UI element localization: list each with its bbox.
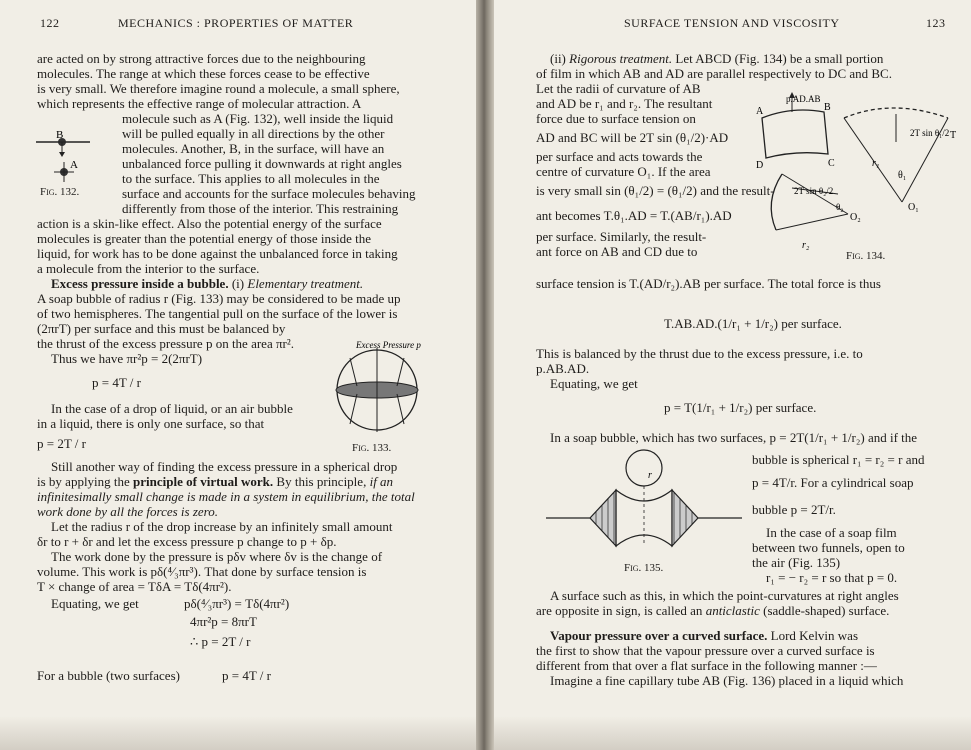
fig134-label: r₂ [802, 240, 810, 251]
left-paragraph-4 [37, 459, 435, 594]
text-line: molecules is greater than the potential energy of those inside the [37, 231, 372, 246]
fig134-label: p.AD.AB [786, 94, 821, 104]
fig133-diagram [322, 334, 436, 438]
text-line: molecule such as A (Fig. 132), well inside the liquid [122, 111, 394, 126]
text-line: in a liquid, there is only one surface, so that [37, 416, 265, 431]
text-line: This is balanced by the thrust due to the excess pressure, i.e. to [536, 346, 863, 361]
text-line: infinitesimally small change is made in a system in equilibrium, the total [37, 489, 415, 504]
book-gutter [476, 0, 494, 750]
text-line: Still another way of finding the excess pressure in a spherical drop [51, 459, 398, 474]
text-line: and AD be r₁ and r₂. The resultant [536, 96, 713, 111]
equation-soap-bubble: In a soap bubble, which has two surfaces, p = 2T(1/r₁ + 1/r₂) and if the [550, 430, 918, 445]
fig135-diagram [546, 440, 742, 566]
fig134-label: 2T sin θ₁/2 [910, 128, 950, 138]
equation-4pir2p: 4πr²p = 8πrT [190, 614, 257, 629]
text-line: bubble is spherical r₁ = r₂ = r and [752, 452, 925, 467]
text-line: The work done by the pressure is pδv where δv is the change of [51, 549, 383, 564]
text-line: AD and BC will be 2T sin (θ₁/2)·AD [536, 130, 729, 145]
text-line: surface and accounts for the surface molecules behaving [122, 186, 416, 201]
text-line: ant becomes T.θ₁.AD = T.(AB/r₁).AD [536, 208, 732, 223]
fig134-label: O₂ [850, 212, 861, 223]
text-line: surface tension is T.(AD/r₂).AB per surface. The total force is thus [536, 276, 881, 291]
fig134-label: θ₂ [836, 202, 844, 212]
text-line: the thrust of the excess pressure p on the area πr². [37, 336, 295, 351]
fig133-label: Excess Pressure p [356, 340, 421, 350]
text-line: force due to surface tension on [536, 111, 696, 126]
section-heading-excess-pressure: Excess pressure inside a bubble. [51, 276, 229, 291]
text-line: In the case of a soap film [766, 525, 897, 540]
text-line: Let the radii of curvature of AB [536, 81, 701, 96]
text-line: r₁ = − r₂ = r so that p = 0. [766, 570, 898, 585]
text-line: Let the radius r of the drop increase by an infinitely small amount [51, 519, 393, 534]
left-paragraph-3 [37, 401, 327, 431]
fig134-label: A [756, 106, 764, 117]
text-line: the air (Fig. 135) [752, 555, 841, 570]
fig135-caption: Fig. 135. [624, 562, 664, 574]
text-line: work done by all the forces is zero. [37, 504, 219, 519]
equation-p-4T-r: p = 4T / r [92, 375, 141, 390]
text-line: is very small. We therefore imagine round a molecule, a small sphere, [37, 81, 400, 96]
fig134-label: r₁ [872, 158, 880, 169]
text-line: bubble p = 2T/r. [752, 502, 836, 517]
text-line: Vapour pressure over a curved surface. Lord Kelvin was [550, 628, 859, 643]
fig134-label: T [950, 130, 957, 141]
right-page [494, 0, 971, 750]
text-line: are opposite in sign, is called an anticlastic (saddle-shaped) surface. [536, 603, 890, 618]
bubble-two-surfaces-label: For a bubble (two surfaces) [37, 668, 180, 683]
page-shadow [0, 716, 476, 750]
text-line: δr to r + δr and let the excess pressure p change to p + δp. [37, 534, 337, 549]
right-paragraph-4 [536, 588, 941, 688]
text-line: a molecule from the interior to the surface. [37, 261, 260, 276]
text-line: of two hemispheres. The tangential pull on the surface of the lower is [37, 306, 398, 321]
text-line: p = 4T/r. For a cylindrical soap [752, 475, 914, 490]
text-line: of film in which AB and AD are parallel respectively to DC and BC. [536, 66, 892, 81]
fig134-label: B [824, 102, 831, 113]
right-paragraph-fig135-wrap [752, 452, 948, 585]
left-page [0, 0, 476, 750]
fig132-diagram [34, 128, 114, 190]
text-line: per surface and acts towards the [536, 149, 703, 164]
text-line: liquid, for work has to be done against the unbalanced force in taking [37, 246, 398, 261]
text-line: volume. This work is pδ(⁴⁄₃πr³). That done by surface tension is [37, 564, 367, 579]
text-line: In the case of a drop of liquid, or an air bubble [51, 401, 293, 416]
text-line: will be pulled equally in all directions by the other [122, 126, 385, 141]
text-line: action is a skin-like effect. Also the potential energy of the surface [37, 216, 382, 231]
text-line: A soap bubble of radius r (Fig. 133) may be considered to be made up [37, 291, 401, 306]
text-line: (ii) Rigorous treatment. Let ABCD (Fig. 134) be a small portion [550, 51, 884, 66]
text-line: are acted on by strong attractive forces due to the neighbouring [37, 51, 366, 66]
fig132-caption: Fig. 132. [40, 186, 80, 198]
equation-therefore-p: ∴ p = 2T / r [190, 634, 251, 649]
equation-p-per-surface: p = T(1/r₁ + 1/r₂) per surface. [664, 400, 817, 415]
equation-total-force: T.AB.AD.(1/r₁ + 1/r₂) per surface. [664, 316, 842, 331]
text-line: A surface such as this, in which the point-curvatures at right angles [550, 588, 899, 603]
text-line: differently from those of the interior. This restraining [122, 201, 399, 216]
text-line: to the surface. This applies to all molecules in the [122, 171, 380, 186]
page-shadow [494, 716, 971, 750]
right-paragraph-2 [536, 276, 941, 291]
text-line: per surface. Similarly, the result- [536, 229, 707, 244]
text-line: which represents the effective range of molecular attraction. A [37, 96, 362, 111]
equation-bubble-p: p = 4T / r [222, 668, 271, 683]
fig134-label: 2T sin θ₂/2 [794, 186, 834, 196]
fig132-label-b: B [56, 129, 64, 141]
text-line: T × change of area = TδA = Tδ(4πr²). [37, 579, 232, 594]
left-page-number: 122 [40, 16, 60, 30]
equation-p-2T-r: p = 2T / r [37, 436, 86, 451]
text-line: the first to show that the vapour pressure over a curved surface is [536, 643, 875, 658]
fig134-caption: Fig. 134. [846, 250, 886, 262]
text-line: molecules. The range at which these forces cease to be effective [37, 66, 370, 81]
right-paragraph-3 [536, 346, 941, 391]
right-paragraph-fig134-wrap [536, 81, 775, 259]
fig135-label-r: r [648, 470, 652, 481]
fig134-label: C [828, 158, 835, 169]
text-line: between two funnels, open to [752, 540, 905, 555]
text-line: ant force on AB and CD due to [536, 244, 698, 259]
right-paragraph-1 [536, 51, 941, 81]
fig132-label-a: A [70, 159, 78, 171]
text-line: different from that over a flat surface in the following manner :— [536, 658, 877, 673]
text-line: p.AB.AD. [536, 361, 590, 376]
text-line: unbalanced force pulling it downwards at right angles [122, 156, 402, 171]
text-line: Excess pressure inside a bubble. (i) Elementary treatment. [51, 276, 364, 291]
text-line: is by applying the principle of virtual work. By this principle, if an [37, 474, 394, 489]
left-paragraph-1 [37, 51, 435, 111]
fig134-label: O₁ [908, 202, 919, 213]
text-line: Imagine a fine capillary tube AB (Fig. 136) placed in a liquid which [550, 673, 904, 688]
text-line: centre of curvature O₁. If the area [536, 164, 711, 179]
text-line: (2πrT) per surface and this must be balanced by [37, 321, 286, 336]
text-line: is very small sin (θ₁/2) = (θ₁/2) and the result- [536, 183, 775, 198]
equation-virtual-work: pδ(⁴⁄₃πr³) = Tδ(4πr²) [184, 596, 290, 611]
left-paragraph-fig132-wrap [122, 111, 442, 216]
right-running-head: SURFACE TENSION AND VISCOSITY [624, 16, 840, 30]
fig134-label: D [756, 160, 764, 171]
text-line: molecules. Another, B, in the surface, will have an [122, 141, 385, 156]
fig134-diagram [752, 92, 962, 264]
right-page-number: 123 [926, 16, 946, 30]
equating-label: Equating, we get [51, 596, 139, 611]
fig134-label: θ₁ [898, 170, 907, 181]
text-line: Thus we have πr²p = 2(2πrT) [51, 351, 203, 366]
text-line: Equating, we get [550, 376, 638, 391]
left-running-head: MECHANICS : PROPERTIES OF MATTER [118, 16, 354, 30]
fig133-caption: Fig. 133. [352, 442, 392, 454]
section-heading-vapour-pressure: Vapour pressure over a curved surface. [550, 628, 768, 643]
